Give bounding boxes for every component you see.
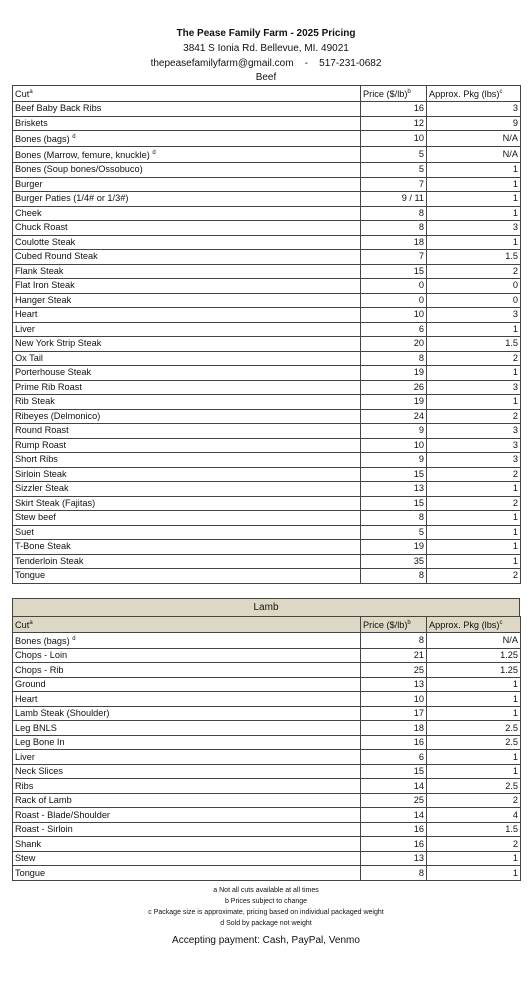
price-cell: 9 / 11	[361, 192, 427, 207]
pkg-cell: 1.5	[427, 337, 521, 352]
cut-cell: Suet	[13, 525, 361, 540]
table-row	[13, 648, 521, 663]
price-cell: 26	[361, 380, 427, 395]
table-row	[13, 366, 521, 381]
table-row	[13, 351, 521, 366]
pkg-cell: 1.5	[427, 822, 521, 837]
cut-cell: Bones (Marrow, femure, knuckle) $^d$	[13, 147, 361, 163]
pkg-cell: 1	[427, 206, 521, 221]
pkg-cell: 2	[427, 351, 521, 366]
cut-cell: Ribeyes (Delmonico)	[13, 409, 361, 424]
price-cell: 16	[361, 735, 427, 750]
pkg-cell: 2	[427, 793, 521, 808]
price-cell: 5	[361, 525, 427, 540]
cut-cell: Lamb Steak (Shoulder)	[13, 706, 361, 721]
cut-cell: Liver	[13, 750, 361, 765]
table-row	[13, 851, 521, 866]
price-cell: 8	[361, 221, 427, 236]
table-row	[13, 692, 521, 707]
footnote: c Package size is approximate, pricing based on individual packaged weight	[148, 908, 384, 916]
pkg-cell: N/A	[427, 632, 521, 648]
cut-cell: Burger Paties (1/4# or 1/3#)	[13, 192, 361, 207]
price-cell: 5	[361, 163, 427, 178]
price-header: Price ($/lb)$^b$	[361, 86, 427, 102]
table-row	[13, 163, 521, 178]
table-row	[13, 293, 521, 308]
price-cell: 13	[361, 851, 427, 866]
price-sheet	[0, 26, 532, 986]
table-row	[13, 116, 521, 131]
pkg-cell: 2	[427, 264, 521, 279]
table-row	[13, 438, 521, 453]
price-cell: 15	[361, 467, 427, 482]
price-cell: 16	[361, 102, 427, 117]
pkg-cell: 1	[427, 511, 521, 526]
pkg-cell: 2	[427, 467, 521, 482]
table-row	[13, 206, 521, 221]
table-row	[13, 424, 521, 439]
pkg-cell: N/A	[427, 131, 521, 147]
table-row	[13, 279, 521, 294]
price-cell: 7	[361, 177, 427, 192]
pkg-cell: 9	[427, 116, 521, 131]
cut-cell: Flank Steak	[13, 264, 361, 279]
cut-cell: T-Bone Steak	[13, 540, 361, 555]
cut-cell: New York Strip Steak	[13, 337, 361, 352]
cut-cell: Bones (bags) $^d$	[13, 131, 361, 147]
price-cell: 15	[361, 264, 427, 279]
price-cell: 15	[361, 764, 427, 779]
table-row	[13, 177, 521, 192]
cut-cell: Tongue	[13, 569, 361, 584]
price-cell: 35	[361, 554, 427, 569]
cut-cell: Chuck Roast	[13, 221, 361, 236]
pkg-cell: 2	[427, 837, 521, 852]
pkg-cell: 1	[427, 866, 521, 881]
cut-cell: Leg Bone In	[13, 735, 361, 750]
pkg-cell: 3	[427, 308, 521, 323]
beef-table	[12, 85, 521, 584]
contact-separator: -	[304, 58, 309, 69]
cut-header: Cut$^a$	[13, 86, 361, 102]
table-row	[13, 837, 521, 852]
cut-cell: Flat Iron Steak	[13, 279, 361, 294]
cut-cell: Shank	[13, 837, 361, 852]
cut-cell: Liver	[13, 322, 361, 337]
pkg-cell: 3	[427, 102, 521, 117]
table-row	[13, 779, 521, 794]
cut-header: Cut$^a$	[13, 616, 361, 632]
lamb-section-label: Lamb	[12, 598, 520, 616]
price-cell: 8	[361, 351, 427, 366]
table-row	[13, 102, 521, 117]
pkg-cell: 2.5	[427, 735, 521, 750]
cut-cell: Briskets	[13, 116, 361, 131]
pkg-cell: 1	[427, 677, 521, 692]
cut-cell: Heart	[13, 692, 361, 707]
pkg-cell: 2	[427, 496, 521, 511]
cut-cell: Rib Steak	[13, 395, 361, 410]
price-cell: 21	[361, 648, 427, 663]
price-cell: 8	[361, 569, 427, 584]
cut-cell: Cubed Round Steak	[13, 250, 361, 265]
price-cell: 25	[361, 793, 427, 808]
price-cell: 16	[361, 822, 427, 837]
table-row	[13, 677, 521, 692]
table-row	[13, 221, 521, 236]
price-cell: 12	[361, 116, 427, 131]
price-cell: 6	[361, 750, 427, 765]
cut-cell: Bones (bags) $^d$	[13, 632, 361, 648]
table-row	[13, 192, 521, 207]
footnote: b Prices subject to change	[224, 897, 308, 905]
pkg-cell: 3	[427, 221, 521, 236]
table-row	[13, 808, 521, 823]
table-row	[13, 147, 521, 163]
farm-address: 3841 S Ionia Rd. Bellevue, MI. 49021	[183, 43, 349, 54]
pkg-header: Approx. Pkg (lbs)$^c$	[427, 616, 521, 632]
pkg-cell: 1	[427, 540, 521, 555]
price-cell: 19	[361, 366, 427, 381]
cut-cell: Round Roast	[13, 424, 361, 439]
pkg-cell: 0	[427, 293, 521, 308]
pkg-cell: 3	[427, 453, 521, 468]
pkg-cell: 1	[427, 163, 521, 178]
price-cell: 20	[361, 337, 427, 352]
price-cell: 9	[361, 424, 427, 439]
table-row	[13, 554, 521, 569]
cut-cell: Roast - Blade/Shoulder	[13, 808, 361, 823]
email: thepeasefamilyfarm@gmail.com	[150, 58, 294, 69]
table-row	[13, 525, 521, 540]
cut-cell: Bones (Soup bones/Ossobuco)	[13, 163, 361, 178]
pkg-cell: 2	[427, 569, 521, 584]
cut-cell: Stew beef	[13, 511, 361, 526]
price-cell: 8	[361, 632, 427, 648]
pkg-cell: 1	[427, 851, 521, 866]
table-row	[13, 540, 521, 555]
cut-cell: Chops - Rib	[13, 663, 361, 678]
table-row	[13, 395, 521, 410]
price-cell: 8	[361, 866, 427, 881]
pkg-cell: 2	[427, 409, 521, 424]
pkg-cell: N/A	[427, 147, 521, 163]
price-header: Price ($/lb)$^b$	[361, 616, 427, 632]
pkg-cell: 2.5	[427, 779, 521, 794]
price-cell: 10	[361, 131, 427, 147]
price-cell: 17	[361, 706, 427, 721]
pkg-cell: 1	[427, 366, 521, 381]
table-row	[13, 467, 521, 482]
contact-line	[0, 56, 532, 71]
cut-cell: Sirloin Steak	[13, 467, 361, 482]
price-cell: 9	[361, 453, 427, 468]
table-row	[13, 764, 521, 779]
price-cell: 5	[361, 147, 427, 163]
cut-cell: Hanger Steak	[13, 293, 361, 308]
table-row	[13, 632, 521, 648]
price-cell: 19	[361, 540, 427, 555]
price-cell: 14	[361, 779, 427, 794]
table-row	[13, 264, 521, 279]
table-row	[13, 250, 521, 265]
table-row	[13, 706, 521, 721]
pkg-cell: 3	[427, 438, 521, 453]
footnote: d Sold by package not weight	[220, 919, 312, 927]
phone: 517-231-0682	[319, 58, 382, 69]
price-cell: 18	[361, 235, 427, 250]
header	[0, 26, 532, 85]
table-row	[13, 496, 521, 511]
page-title: The Pease Family Farm - 2025 Pricing	[176, 28, 356, 39]
price-cell: 0	[361, 279, 427, 294]
pkg-cell: 1	[427, 192, 521, 207]
pkg-cell: 1	[427, 750, 521, 765]
pkg-cell: 1	[427, 525, 521, 540]
pkg-cell: 1	[427, 692, 521, 707]
table-row	[13, 866, 521, 881]
footnotes	[0, 885, 532, 929]
lamb-table	[12, 616, 521, 881]
pkg-cell: 4	[427, 808, 521, 823]
pkg-cell: 1	[427, 706, 521, 721]
pkg-cell: 1	[427, 177, 521, 192]
price-cell: 18	[361, 721, 427, 736]
table-row	[13, 793, 521, 808]
table-row	[13, 322, 521, 337]
lamb-header-row	[13, 616, 521, 632]
cut-cell: Cheek	[13, 206, 361, 221]
cut-cell: Short Ribs	[13, 453, 361, 468]
price-cell: 10	[361, 692, 427, 707]
price-cell: 16	[361, 837, 427, 852]
table-row	[13, 337, 521, 352]
beef-section-label: Beef	[255, 72, 277, 83]
price-cell: 10	[361, 308, 427, 323]
table-row	[13, 453, 521, 468]
cut-cell: Heart	[13, 308, 361, 323]
cut-cell: Stew	[13, 851, 361, 866]
table-row	[13, 308, 521, 323]
pkg-cell: 1.25	[427, 648, 521, 663]
pkg-cell: 3	[427, 424, 521, 439]
table-row	[13, 511, 521, 526]
price-cell: 6	[361, 322, 427, 337]
pkg-cell: 1	[427, 554, 521, 569]
cut-cell: Sizzler Steak	[13, 482, 361, 497]
pkg-cell: 3	[427, 380, 521, 395]
price-cell: 8	[361, 511, 427, 526]
footnote: a Not all cuts available at all times	[213, 886, 319, 894]
cut-cell: Beef Baby Back Ribs	[13, 102, 361, 117]
pkg-cell: 0	[427, 279, 521, 294]
cut-cell: Tongue	[13, 866, 361, 881]
cut-cell: Roast - Sirloin	[13, 822, 361, 837]
pkg-cell: 1	[427, 395, 521, 410]
cut-cell: Neck Slices	[13, 764, 361, 779]
price-cell: 0	[361, 293, 427, 308]
cut-cell: Porterhouse Steak	[13, 366, 361, 381]
table-row	[13, 721, 521, 736]
cut-cell: Leg BNLS	[13, 721, 361, 736]
pkg-cell: 1	[427, 482, 521, 497]
price-cell: 7	[361, 250, 427, 265]
payment-methods: Accepting payment: Cash, PayPal, Venmo	[172, 934, 360, 946]
table-row	[13, 569, 521, 584]
pkg-cell: 2.5	[427, 721, 521, 736]
table-row	[13, 380, 521, 395]
price-cell: 24	[361, 409, 427, 424]
table-row	[13, 482, 521, 497]
price-cell: 15	[361, 496, 427, 511]
pkg-cell: 1.25	[427, 663, 521, 678]
beef-header-row	[13, 86, 521, 102]
cut-cell: Tenderloin Steak	[13, 554, 361, 569]
cut-cell: Ribs	[13, 779, 361, 794]
pkg-cell: 1	[427, 322, 521, 337]
table-row	[13, 409, 521, 424]
cut-cell: Ox Tail	[13, 351, 361, 366]
price-cell: 13	[361, 677, 427, 692]
table-row	[13, 235, 521, 250]
cut-cell: Rack of Lamb	[13, 793, 361, 808]
pkg-cell: 1	[427, 235, 521, 250]
table-row	[13, 131, 521, 147]
table-row	[13, 663, 521, 678]
pkg-cell: 1.5	[427, 250, 521, 265]
cut-cell: Chops - Loin	[13, 648, 361, 663]
price-cell: 14	[361, 808, 427, 823]
cut-cell: Prime Rib Roast	[13, 380, 361, 395]
price-cell: 19	[361, 395, 427, 410]
table-row	[13, 750, 521, 765]
cut-cell: Skirt Steak (Fajitas)	[13, 496, 361, 511]
pkg-cell: 1	[427, 764, 521, 779]
price-cell: 8	[361, 206, 427, 221]
cut-cell: Coulotte Steak	[13, 235, 361, 250]
cut-cell: Ground	[13, 677, 361, 692]
cut-cell: Rump Roast	[13, 438, 361, 453]
price-cell: 13	[361, 482, 427, 497]
pkg-header: Approx. Pkg (lbs)$^c$	[427, 86, 521, 102]
price-cell: 10	[361, 438, 427, 453]
table-row	[13, 735, 521, 750]
cut-cell: Burger	[13, 177, 361, 192]
price-cell: 25	[361, 663, 427, 678]
table-row	[13, 822, 521, 837]
